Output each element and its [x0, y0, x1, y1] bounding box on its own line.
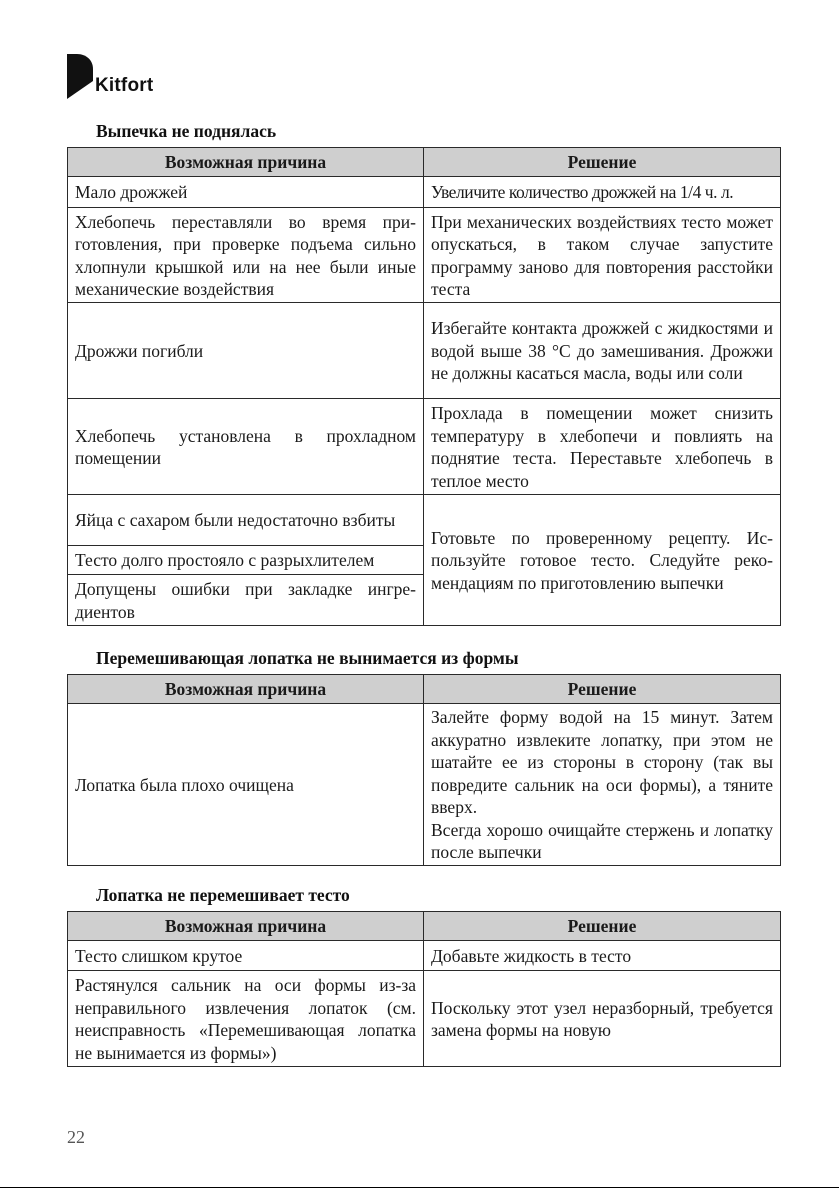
- column-header-solution: Решение: [424, 675, 781, 704]
- column-header-cause: Возможная причина: [68, 912, 424, 941]
- column-header-cause: Возможная причина: [68, 675, 424, 704]
- table-row: [68, 303, 781, 399]
- page-number: 22: [67, 1127, 85, 1147]
- table-row: [68, 704, 781, 866]
- kitfort-logo-icon: [67, 54, 93, 100]
- cause-cell: Тесто слишком крутое: [68, 941, 424, 971]
- table-row: [68, 177, 781, 208]
- table-row: [68, 971, 781, 1067]
- column-header-cause: Возможная причина: [68, 148, 424, 177]
- troubleshooting-table-paddle-stuck: [67, 674, 781, 866]
- table-row: [68, 399, 781, 495]
- table-header-row: [68, 675, 781, 704]
- brand-logo: [67, 50, 153, 100]
- cause-cell: Лопатка была плохо очищена: [68, 704, 424, 866]
- cause-cell: Дрожжи погибли: [68, 303, 424, 399]
- solution-cell: Увеличите количество дрожжей на 1/4 ч. л.: [424, 177, 781, 208]
- troubleshooting-table-paddle-not-mixing: [67, 911, 781, 1067]
- troubleshooting-table-dough-not-risen: [67, 147, 781, 626]
- cause-cell: Тесто долго простояло с разрыхлителем: [68, 546, 424, 575]
- table-row: [68, 941, 781, 971]
- table-header-row: [68, 148, 781, 177]
- column-header-solution: Решение: [424, 912, 781, 941]
- solution-cell: При механических воздействиях тесто может опускаться, в таком случае запустите программу заново для повторения расстойки теста: [424, 208, 781, 303]
- cause-cell: Растянулся сальник на оси формы из-за неправильного извлечения лопаток (см. неисправность «Перемешивающая лопатка не вынимается из формы»): [68, 971, 424, 1067]
- solution-paragraph: Залейте форму водой на 15 минут. Затем аккуратно извлеките лопатку, при этом не шатайте ее из стороны в сторону (так вы повредите сальник на оси формы), а тяните вверх.: [431, 707, 773, 818]
- section-title-dough-not-risen: Выпечка не поднялась: [96, 121, 277, 141]
- cause-cell: Яйца с сахаром были недостаточно взбиты: [68, 495, 424, 546]
- section-title-paddle-not-mixing: Лопатка не перемешивает тесто: [96, 885, 350, 905]
- table-row: [68, 208, 781, 303]
- solution-cell: [424, 704, 781, 866]
- table-row: [68, 495, 781, 546]
- solution-cell: Готовьте по проверенному рецепту. Используйте готовое тесто. Следуйте рекомендациям по приготовлению выпечки: [424, 495, 781, 626]
- cause-cell: Мало дрожжей: [68, 177, 424, 208]
- solution-cell: Добавьте жидкость в тесто: [424, 941, 781, 971]
- column-header-solution: Решение: [424, 148, 781, 177]
- cause-cell: Допущены ошибки при закладке ингредиентов: [68, 575, 424, 626]
- section-title-paddle-stuck: Перемешивающая лопатка не вынимается из формы: [96, 648, 519, 668]
- solution-cell: Поскольку этот узел неразборный, требуется замена формы на новую: [424, 971, 781, 1067]
- table-header-row: [68, 912, 781, 941]
- cause-cell: Хлебопечь переставляли во время приготовления, при проверке подъема сильно хлопнули крышкой или на нее были иные механические воздействия: [68, 208, 424, 303]
- solution-cell: Прохлада в помещении может снизить температуру в хлебопечи и повлиять на поднятие теста. Переставьте хлебопечь в теплое место: [424, 399, 781, 495]
- brand-name: Kitfort: [95, 75, 154, 96]
- cause-cell: Хлебопечь установлена в прохладном помещении: [68, 399, 424, 495]
- solution-cell: Избегайте контакта дрожжей с жидкостями и водой выше 38 °С до замешивания. Дрожжи не должны касаться масла, воды или соли: [424, 303, 781, 399]
- solution-paragraph: Всегда хорошо очищайте стержень и лопатку после выпечки: [431, 819, 773, 863]
